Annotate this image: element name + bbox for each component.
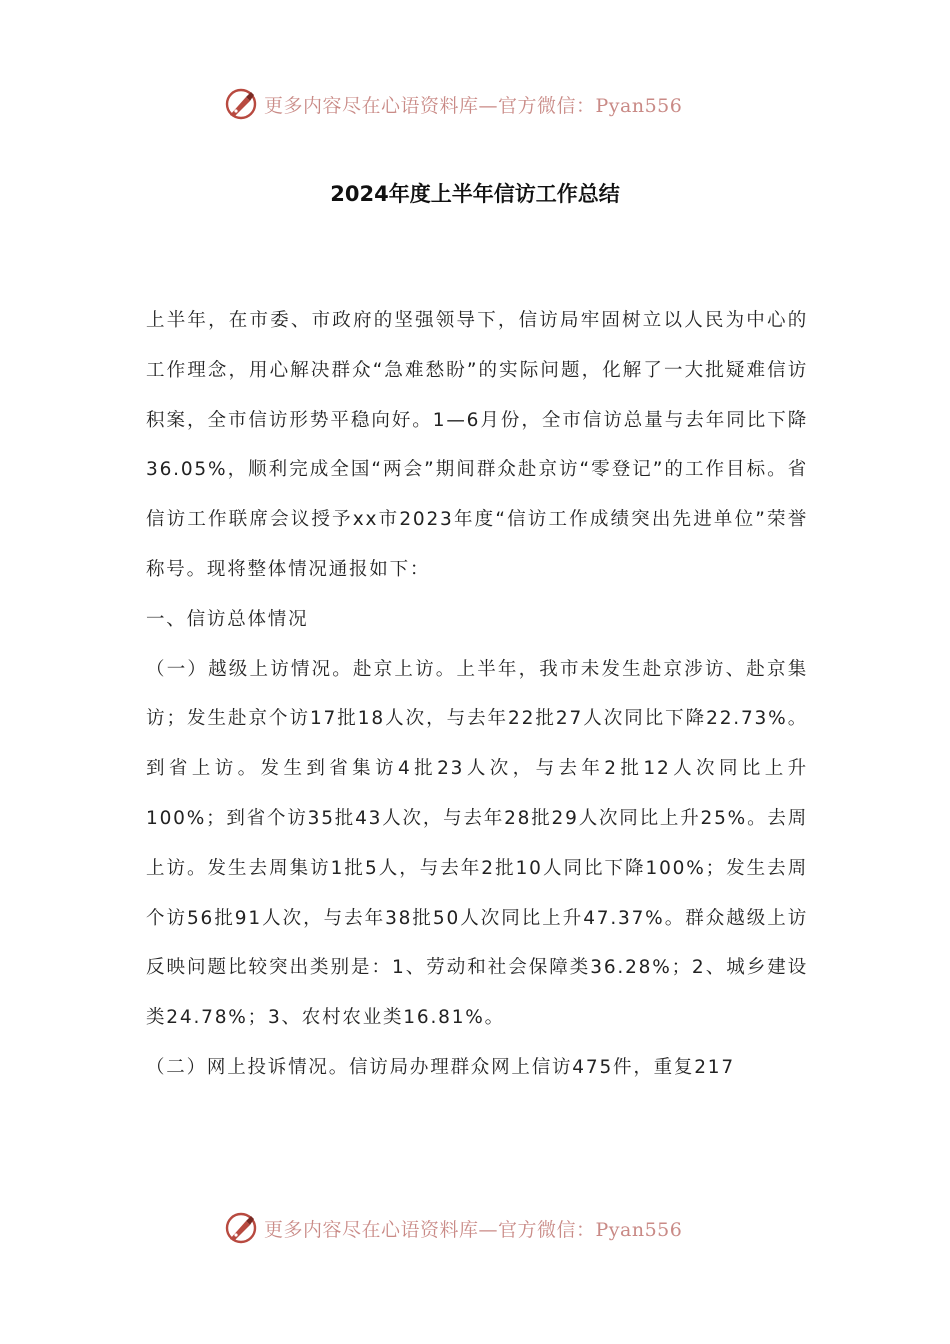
- watermark-banner-bottom: [224, 1208, 682, 1248]
- watermark-text: 更多内容尽在心语资料库—官方微信：Pyan556: [264, 94, 683, 117]
- paragraph-petitions: （一）越级上访情况。赴京上访。上半年，我市未发生赴京涉访、赴京集访；发生赴京个访17批18人次，与去年22批27人次同比下降22.73%。到省上访。发生到省集访4批23人次，与去年2批12人次同比上升100%；到省个访35批43人次，与去年28批29人次同比上升25%。去周上访。发生去周集访1批5人，与去年2批10人同比下降100%；发生去周个访56批91人次，与去年38批50人次同比上升47.37%。群众越级上访反映问题比较突出类别是：1、劳动和社会保障类36.28%；2、城乡建设类24.78%；3、农村农业类16.81%。: [146, 658, 808, 1029]
- document-body: [146, 296, 808, 1093]
- pen-nib-logo-icon: [224, 87, 258, 121]
- pen-nib-logo-icon: [224, 1211, 258, 1245]
- section-heading: 一、信访总体情况: [146, 608, 309, 630]
- watermark-text: 更多内容尽在心语资料库—官方微信：Pyan556: [264, 1218, 683, 1241]
- document-title: 2024年度上半年信访工作总结: [330, 182, 620, 206]
- paragraph-online: （二）网上投诉情况。信访局办理群众网上信访475件，重复217: [146, 1056, 735, 1078]
- paragraph-intro: 上半年，在市委、市政府的坚强领导下，信访局牢固树立以人民为中心的工作理念，用心解决群众“急难愁盼”的实际问题，化解了一大批疑难信访积案，全市信访形势平稳向好。1—6月份，全市信访总量与去年同比下降36.05%，顺利完成全国“两会”期间群众赴京访“零登记”的工作目标。省信访工作联席会议授予xx市2023年度“信访工作成绩突出先进单位”荣誉称号。现将整体情况通报如下：: [146, 310, 808, 580]
- watermark-banner-top: [224, 84, 682, 124]
